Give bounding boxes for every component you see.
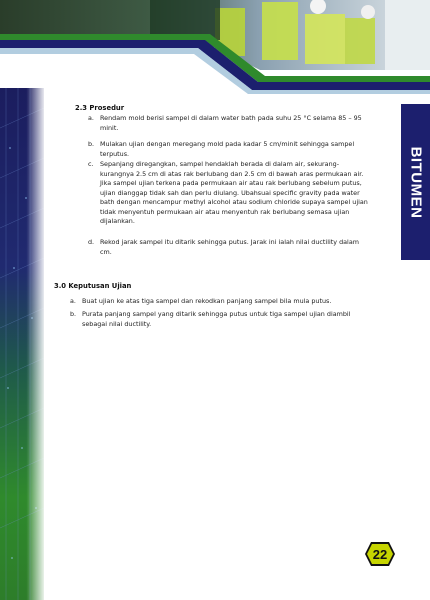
text-line: cm. (100, 247, 112, 256)
side-tab-label: BITUMEN (407, 146, 425, 218)
left-decorative-strip (0, 88, 44, 600)
text-line: minit. (100, 123, 119, 132)
list-marker: d. (88, 238, 95, 246)
list-item-text (100, 160, 390, 227)
section-heading-keputusan-ujian: 3.0 Keputusan Ujian (54, 282, 132, 290)
text-line: tidak menyentuh permukaan air atau menyentuh rak berlubang semasa ujian (100, 207, 350, 216)
list-item-text (82, 310, 382, 329)
text-line: terputus. (100, 149, 130, 158)
text-line: Rendam mold berisi sampel di dalam water bath pada suhu 25 °C selama 85 – 95 (100, 114, 362, 122)
text-line: Sepanjang diregangkan, sampel hendaklah berada di dalam air, sekurang- (100, 160, 340, 168)
list-item-text (100, 114, 390, 133)
list-item-text (100, 238, 390, 257)
text-line: bath dengan mencampur methyl alcohol atau sodium chloride supaya sampel ujian (100, 198, 368, 206)
list-item-text (82, 297, 382, 307)
text-line: kurangnya 2.5 cm di atas rak berlubang dan 2.5 cm di bawah aras permukaan air. (100, 169, 364, 178)
page-number: 22 (372, 546, 388, 562)
list-marker: a. (70, 297, 76, 305)
text-line: ujian dianggap tidak sah dan perlu diulang. Ubahsuai specific gravity pada water (100, 188, 360, 197)
header-banner (0, 0, 430, 96)
list-marker: b. (70, 310, 77, 318)
list-marker: c. (88, 160, 94, 168)
text-line: Purata panjang sampel yang ditarik sehingga putus untuk tiga sampel ujian diambil (82, 310, 351, 318)
side-tab-label-wrap (401, 104, 430, 260)
text-line: Mulakan ujian dengan meregang mold pada kadar 5 cm/minit sehingga sampel (100, 140, 355, 148)
list-item-text (100, 140, 390, 159)
text-line: Rekod jarak sampel itu ditarik sehingga putus. Jarak ini ialah nilai ductility dalam (100, 238, 359, 246)
text-line: sebagai nilai ductility. (82, 319, 152, 328)
text-line: dijalankan. (100, 217, 135, 225)
list-marker: b. (88, 140, 95, 148)
list-marker: a. (88, 114, 94, 122)
text-line: Buat ujian ke atas tiga sampel dan rekodkan panjang sampel bila mula putus. (82, 297, 332, 305)
section-heading-prosedur: 2.3 Prosedur (75, 104, 125, 112)
text-line: Jika sampel ujian terkena pada permukaan air atau rak berlubang sebelum putus, (100, 179, 362, 187)
